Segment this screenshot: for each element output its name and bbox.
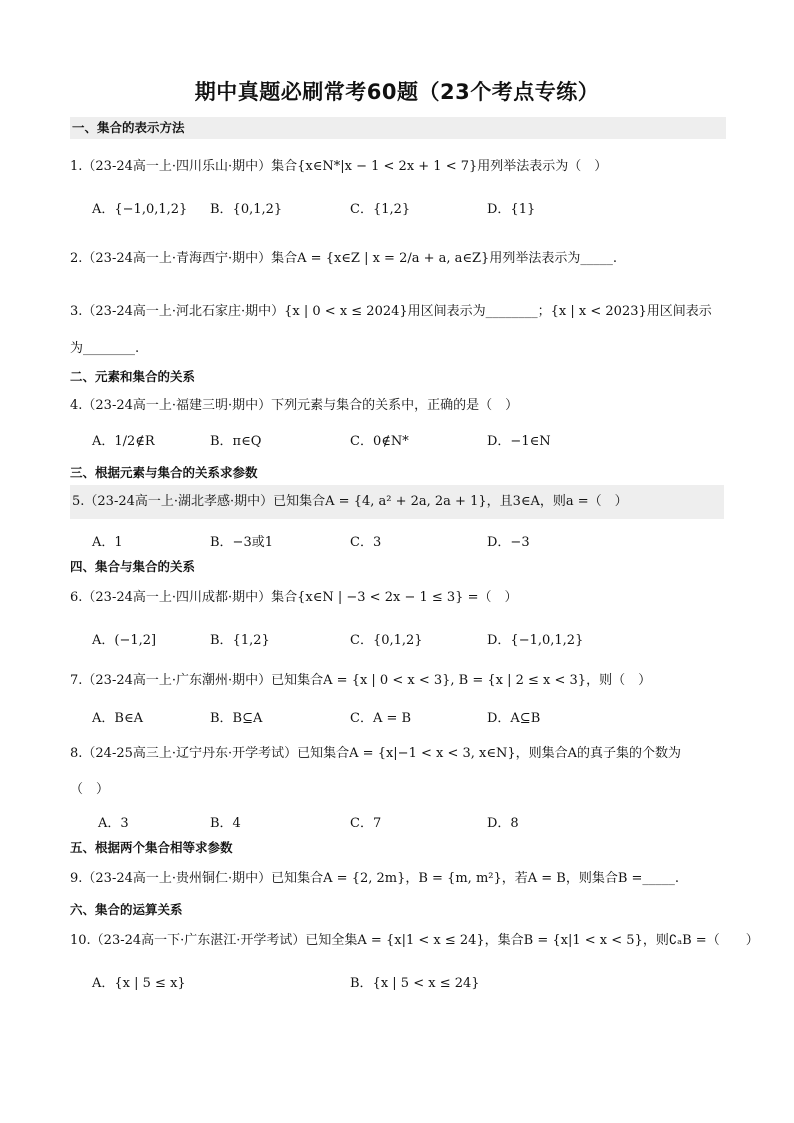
option-d: D．8 [487, 816, 519, 831]
section-heading: 一、集合的表示方法 [70, 117, 726, 139]
option-b: B．{x | 5 < x ≤ 24} [350, 976, 480, 991]
question-1-options [92, 198, 722, 220]
section-heading: 二、元素和集合的关系 [70, 369, 196, 384]
option-c: C．{0,1,2} [350, 633, 423, 648]
section-heading: 六、集合的运算关系 [70, 902, 183, 917]
page-title: 期中真题必刷常考60题（23个考点专练） [194, 80, 600, 104]
option-b: B．{1,2} [210, 633, 270, 648]
question-10: 10.（23-24高一下·广东湛江·开学考试）已知全集A = {x|1 < x ≤ 24}，集合B = {x|1 < x < 5}，则∁ₐB =（ ） [70, 933, 759, 948]
section-heading: 三、根据元素与集合的关系求参数 [70, 465, 258, 480]
question-7-options [92, 707, 722, 729]
option-b: B．{0,1,2} [210, 202, 283, 217]
question-7: 7.（23-24高一上·广东潮州·期中）已知集合A = {x | 0 < x < 3}, B = {x | 2 ≤ x < 3}，则（ ） [70, 673, 652, 688]
section-heading: 五、根据两个集合相等求参数 [70, 840, 233, 855]
question-9: 9.（23-24高一上·贵州铜仁·期中）已知集合A = {2, 2m}，B = {m, m²}，若A = B，则集合B =_____. [70, 871, 680, 886]
question-5: 5.（23-24高一上·湖北孝感·期中）已知集合A = {4, a² + 2a, 2a + 1}，且3∈A，则a =（ ） [70, 485, 724, 519]
option-c: C．A = B [350, 711, 412, 726]
option-a: A．(−1,2] [92, 633, 157, 648]
question-8-continued: （ ） [70, 782, 110, 797]
option-c: C．7 [350, 816, 382, 831]
option-b: B．4 [210, 816, 241, 831]
option-a: A．B∈A [92, 711, 143, 726]
option-c: C．0∉N* [350, 434, 409, 449]
option-b: B．−3或1 [210, 535, 273, 550]
option-c: C．3 [350, 535, 382, 550]
question-3: 3.（23-24高一上·河北石家庄·期中）{x | 0 < x ≤ 2024}用区间表示为________；{x | x < 2023}用区间表示 [70, 304, 712, 319]
question-1: 1.（23-24高一上·四川乐山·期中）集合{x∈N*|x − 1 < 2x + 1 < 7}用列举法表示为（ ） [70, 159, 608, 174]
question-4: 4.（23-24高一上·福建三明·期中）下列元素与集合的关系中，正确的是（ ） [70, 398, 519, 413]
option-d: D．A⊆B [487, 711, 541, 726]
question-8: 8.（24-25高三上·辽宁丹东·开学考试）已知集合A = {x|−1 < x < 3, x∈N}，则集合A的真子集的个数为 [70, 746, 682, 761]
option-c: C．{1,2} [350, 202, 411, 217]
question-8-options [98, 812, 728, 834]
option-a: A．{−1,0,1,2} [92, 202, 188, 217]
option-a: A．{x | 5 ≤ x} [92, 976, 186, 991]
option-d: D．−3 [487, 535, 530, 550]
question-3-continued: 为________. [70, 341, 140, 356]
option-a: A．3 [98, 816, 129, 831]
question-4-options [92, 430, 722, 452]
question-2: 2.（23-24高一上·青海西宁·期中）集合A = {x∈Z | x = 2/a + a, a∈Z}用列举法表示为_____. [70, 251, 617, 266]
section-heading: 四、集合与集合的关系 [70, 559, 196, 574]
question-6: 6.（23-24高一上·四川成都·期中）集合{x∈N | −3 < 2x − 1 ≤ 3} =（ ） [70, 590, 518, 605]
question-10-options [92, 972, 722, 994]
question-5-options [92, 531, 722, 553]
option-d: D．{1} [487, 202, 536, 217]
option-b: B．π∈Q [210, 434, 262, 449]
option-a: A．1/2∉R [92, 434, 155, 449]
option-d: D．{−1,0,1,2} [487, 633, 584, 648]
option-d: D．−1∈N [487, 434, 551, 449]
question-6-options [92, 629, 722, 651]
option-a: A．1 [92, 535, 123, 550]
option-b: B．B⊆A [210, 711, 263, 726]
